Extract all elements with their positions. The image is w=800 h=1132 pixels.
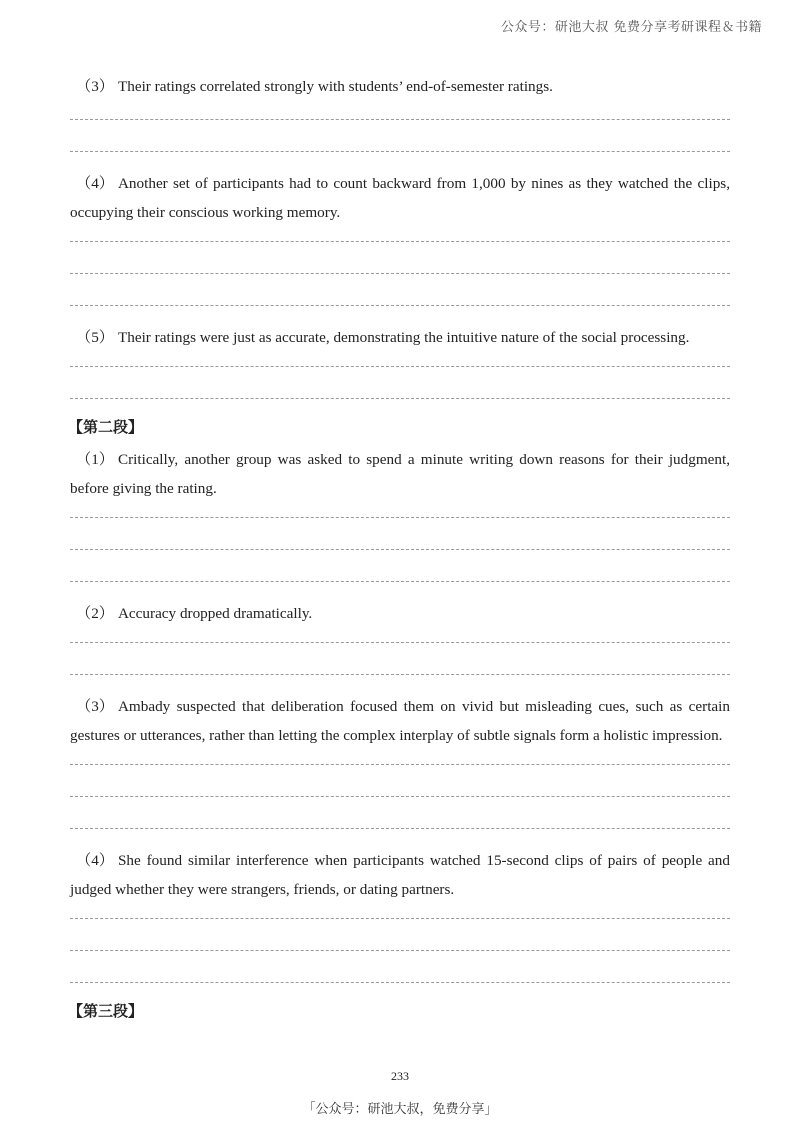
sentence: （2） Accuracy dropped dramatically.: [76, 605, 313, 622]
answer-lines[interactable]: [70, 241, 730, 306]
item-p1-4: [70, 169, 730, 306]
item-p1-3: [70, 72, 730, 152]
answer-lines[interactable]: [70, 918, 730, 983]
answer-lines[interactable]: [70, 366, 730, 399]
item-p2-1: [70, 445, 730, 582]
sentence: （4） She found similar interference when participants watched 15-second clips of pairs of people and judged whether they were strangers, friends, or dating partners.: [70, 852, 730, 898]
item-p2-3: [70, 692, 730, 829]
item-p2-2: [70, 599, 730, 675]
answer-lines[interactable]: [70, 764, 730, 829]
header-note: 公众号：研池大叔 免费分享考研课程＆书籍: [500, 20, 762, 35]
item-p2-4: [70, 846, 730, 983]
answer-lines[interactable]: [70, 517, 730, 582]
page-number: 233: [391, 1069, 409, 1083]
sentence: （3） Their ratings correlated strongly with students’ end-of-semester ratings.: [76, 78, 553, 95]
section-heading-3: 【第三段】: [68, 1002, 144, 1020]
answer-lines[interactable]: [70, 642, 730, 675]
worksheet-content: [70, 72, 730, 1029]
section-heading-2: 【第二段】: [68, 418, 144, 436]
sentence: （1） Critically, another group was asked to spend a minute writing down reasons for their judgment, before giving the rating.: [70, 451, 730, 497]
item-p1-5: [70, 323, 730, 399]
sentence: （3） Ambady suspected that deliberation focused them on vivid but misleading cues, such as certain gestures or utterances, rather than letting the complex interplay of subtle signals form a holistic impression.: [70, 698, 730, 744]
answer-lines[interactable]: [70, 119, 730, 152]
sentence: （5） Their ratings were just as accurate, demonstrating the intuitive nature of the social processing.: [76, 329, 690, 346]
footer-note: 「公众号：研池大叔，免费分享」: [302, 1102, 498, 1117]
sentence: （4） Another set of participants had to count backward from 1,000 by nines as they watched the clips, occupying their conscious working memory.: [70, 175, 730, 221]
